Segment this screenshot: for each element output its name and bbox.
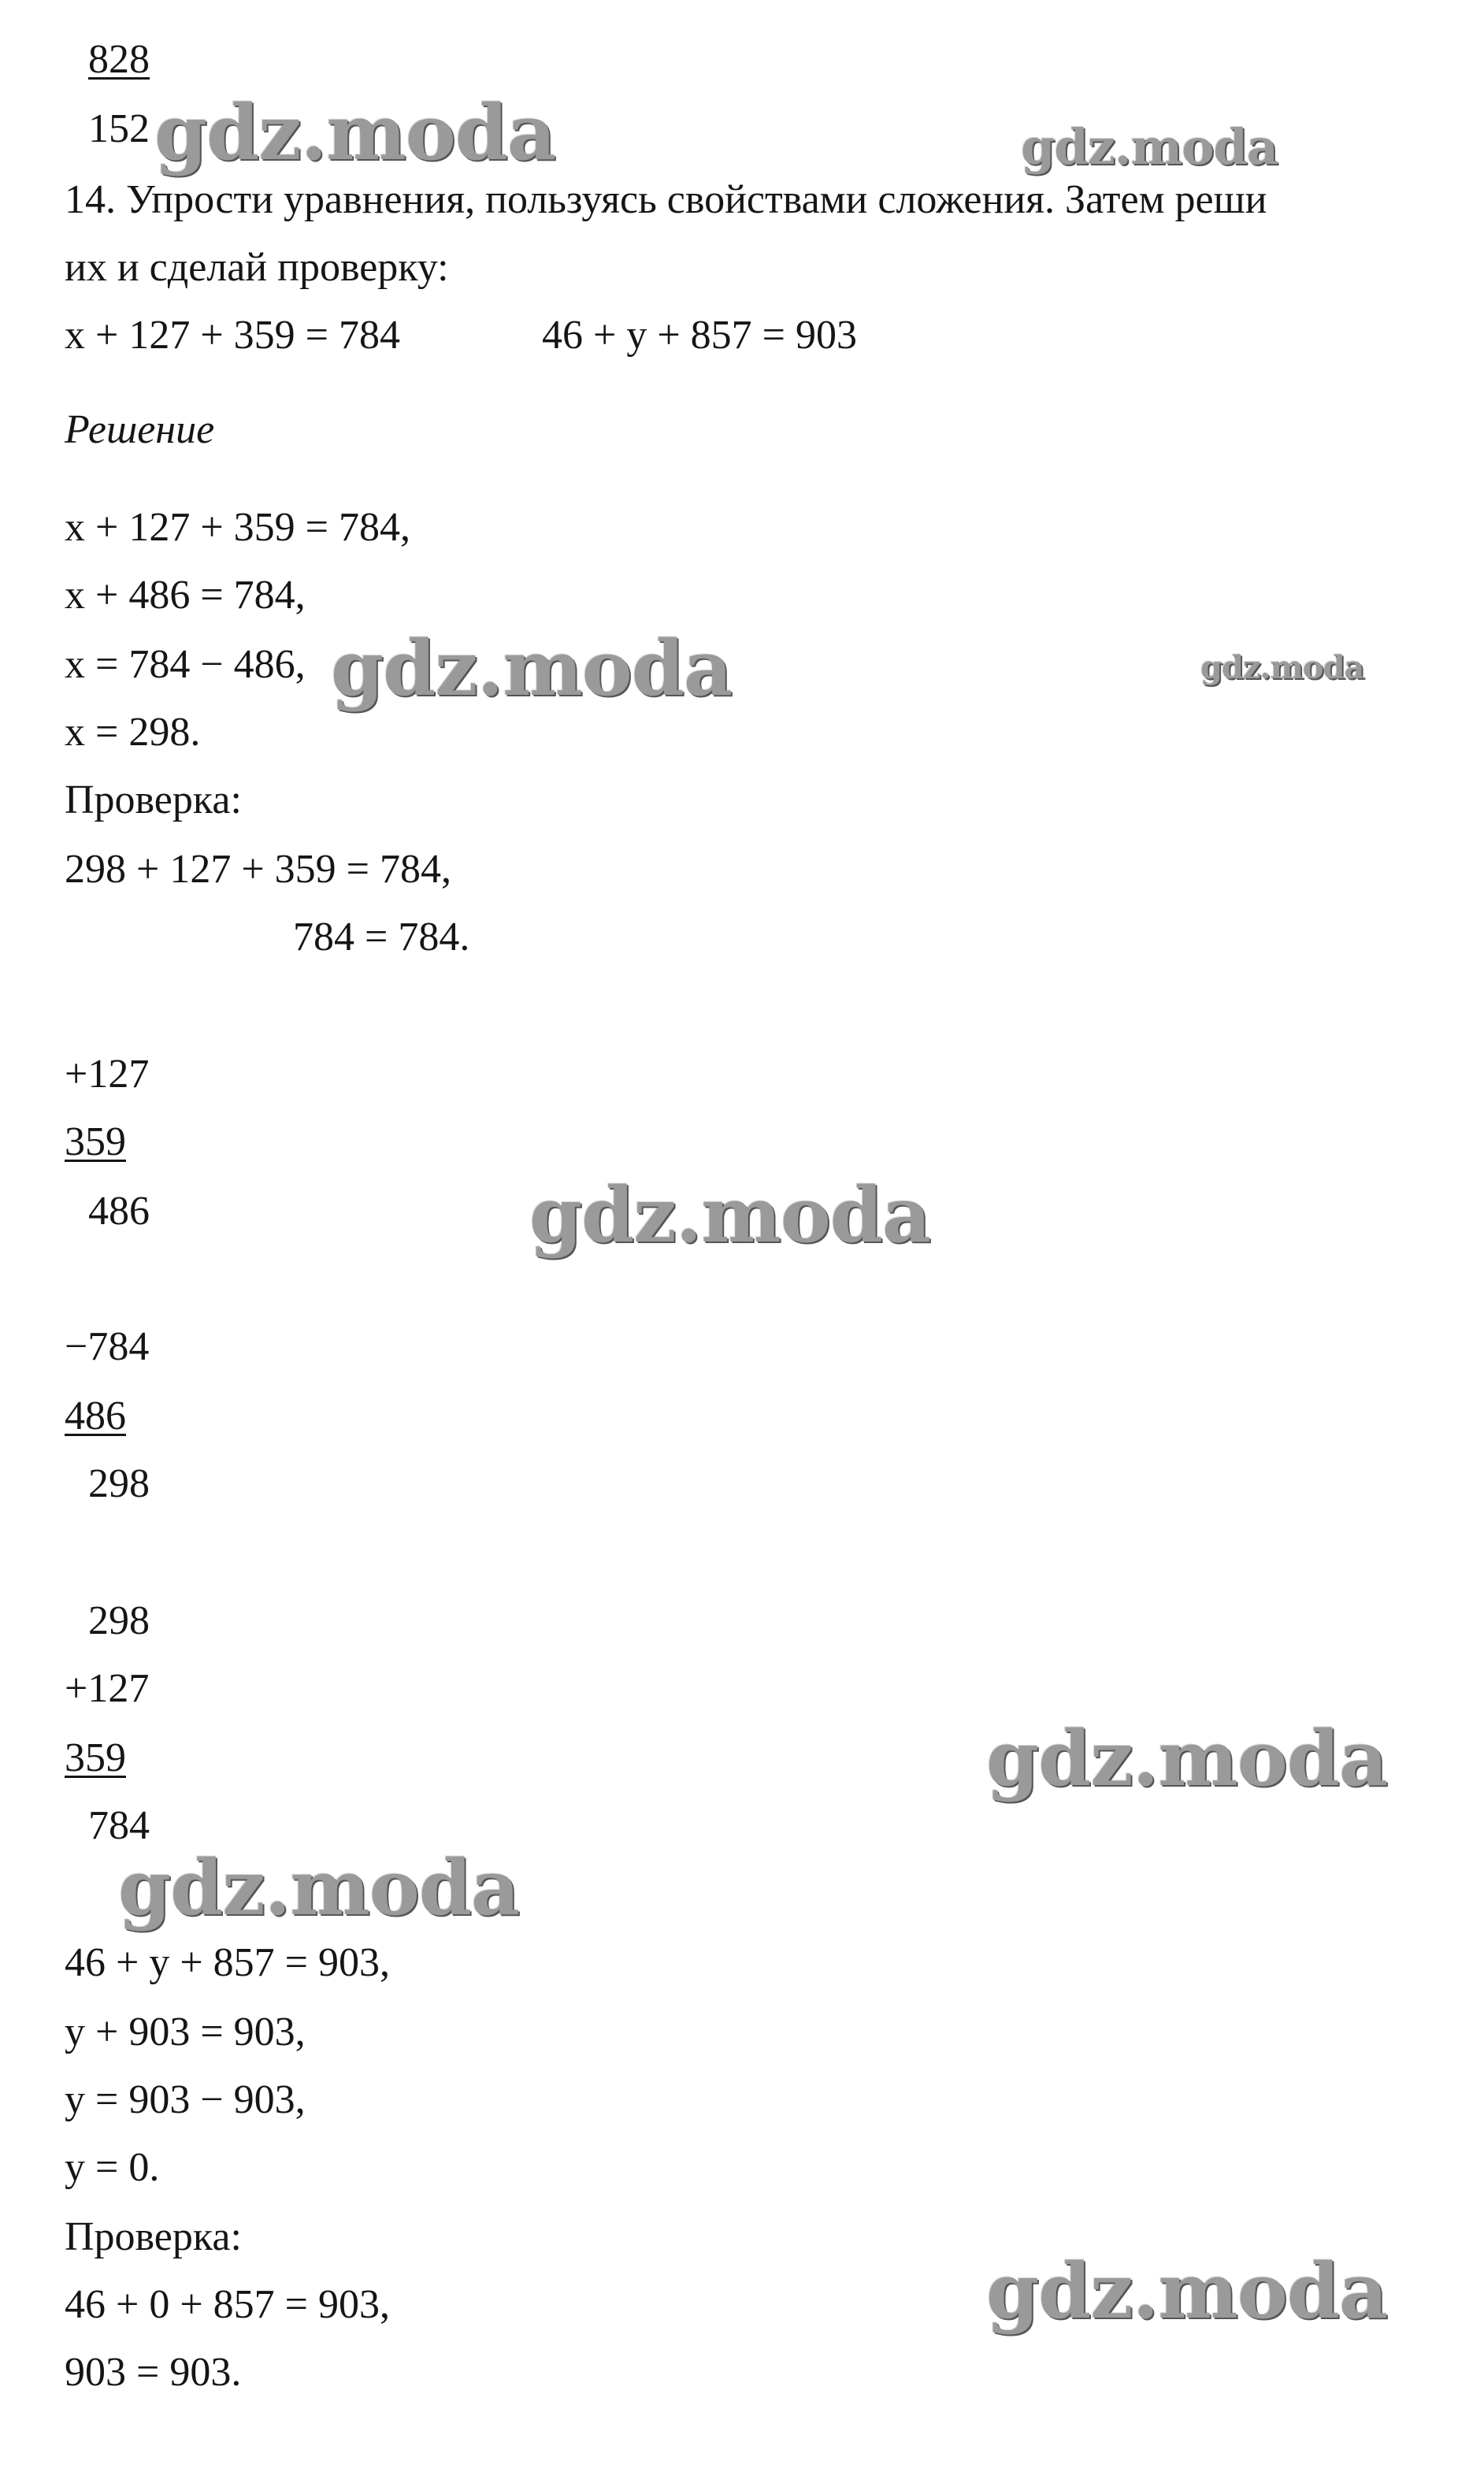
col-add2-a: 298	[88, 1598, 150, 1643]
watermark: gdz.moda	[154, 88, 556, 177]
task-title-line2: их и сделай проверку:	[65, 245, 449, 290]
col-add1-b: 359	[65, 1119, 126, 1164]
watermark: gdz.moda	[118, 1843, 520, 1932]
part1-check-1: 298 + 127 + 359 = 784,	[65, 847, 451, 892]
part2-step-3: y = 903 − 903,	[65, 2077, 306, 2122]
solution-label: Решение	[65, 407, 215, 452]
col-add1-result: 486	[88, 1189, 150, 1234]
task-title-line1: 14. Упрости уравнения, пользуясь свойствами сложения. Затем реши	[65, 177, 1267, 222]
watermark: gdz.moda	[986, 1714, 1388, 1803]
part2-step-2: y + 903 = 903,	[65, 2010, 306, 2054]
part1-step-2: x + 486 = 784,	[65, 573, 306, 618]
part1-step-4: x = 298.	[65, 710, 201, 755]
part2-check-1: 46 + 0 + 857 = 903,	[65, 2282, 390, 2327]
part2-step-4: y = 0.	[65, 2145, 160, 2190]
watermark: gdz.moda	[1200, 649, 1364, 686]
col-sub-a: −784	[65, 1324, 150, 1369]
part2-step-1: 46 + y + 857 = 903,	[65, 1940, 390, 1985]
col-add2-c: 359	[65, 1735, 126, 1780]
watermark: gdz.moda	[986, 2247, 1388, 2336]
col-add2-b: +127	[65, 1666, 150, 1711]
top-number-828: 828	[88, 37, 150, 82]
top-number-152: 152	[88, 106, 150, 151]
watermark: gdz.moda	[529, 1171, 931, 1260]
watermark: gdz.moda	[1021, 118, 1278, 176]
part1-check-label: Проверка:	[65, 778, 242, 822]
col-sub-result: 298	[88, 1461, 150, 1506]
col-add1-a: +127	[65, 1052, 150, 1097]
task-equation-1: x + 127 + 359 = 784	[65, 313, 400, 358]
part2-check-2: 903 = 903.	[65, 2350, 242, 2395]
part1-step-3: x = 784 − 486,	[65, 642, 306, 687]
col-sub-b: 486	[65, 1394, 126, 1438]
part1-check-2: 784 = 784.	[293, 915, 470, 959]
task-equation-2: 46 + y + 857 = 903	[542, 313, 857, 358]
part1-step-1: x + 127 + 359 = 784,	[65, 505, 410, 550]
watermark: gdz.moda	[331, 624, 733, 713]
col-add2-result: 784	[88, 1803, 150, 1848]
part2-check-label: Проверка:	[65, 2214, 242, 2259]
